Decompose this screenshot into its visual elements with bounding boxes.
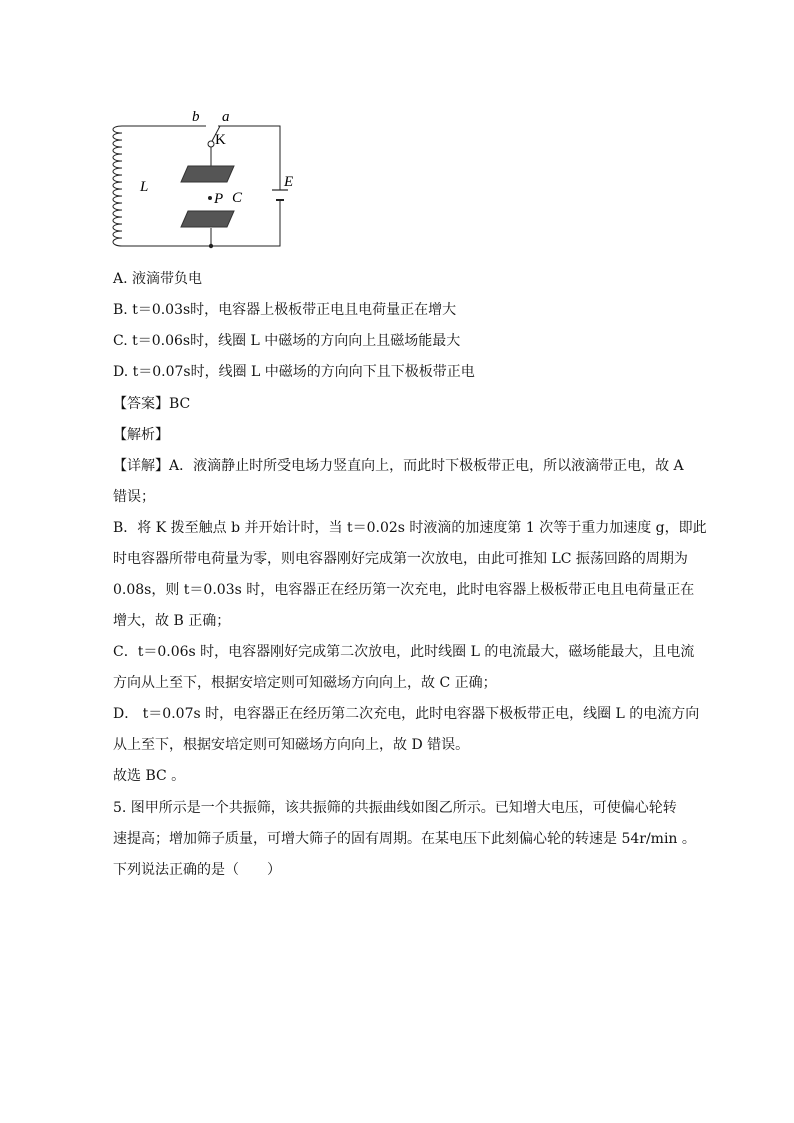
analysis-line: 时电容器所带电荷量为零，则电容器刚好完成第一次放电，由此可推知 LC 振荡回路的周期为 (113, 551, 688, 567)
label-e: E (284, 174, 294, 190)
label-p: P (214, 191, 224, 207)
question-5-line: 速提高；增加筛子质量，可增大筛子的固有周期。在某电压下此刻偏心轮的转速是 54r/min 。 (113, 831, 696, 847)
junction-dot (209, 244, 213, 248)
capacitor-lower-plate (181, 211, 234, 227)
option-a: A. 液滴带负电 (113, 271, 203, 287)
analysis-line: B．将 K 拨至触点 b 并开始计时，当 t＝0.02s 时液滴的加速度第 1 次等于重力加速度 g，即此 (113, 520, 707, 536)
analysis-line: C．t＝0.06s 时，电容器刚好完成第二次放电，此时线圈 L 的电流最大，磁场能最大，且电流 (113, 644, 695, 660)
droplet-p (208, 196, 212, 200)
label-c: C (232, 190, 243, 206)
option-c: C. t＝0.06s时，线圈 L 中磁场的方向向上且磁场能最大 (113, 333, 461, 349)
analysis-line: 【详解】A．液滴静止时所受电场力竖直向上，而此时下极板带正电，所以液滴带正电，故 A (113, 458, 684, 474)
switch-pivot (208, 141, 214, 147)
label-b: b (192, 109, 200, 125)
question-5-line: 5. 图甲所示是一个共振筛，该共振筛的共振曲线如图乙所示。已知增大电压，可使偏心轮转 (113, 800, 677, 816)
label-l: L (140, 179, 149, 195)
option-b: B. t＝0.03s时，电容器上极板带正电且电荷量正在增大 (113, 302, 457, 318)
lc-circuit-diagram (108, 100, 308, 252)
analysis-line: 从上至下，根据安培定则可知磁场方向向上，故 D 错误。 (113, 737, 470, 753)
analysis-line: 增大，故 B 正确； (113, 613, 231, 629)
capacitor-upper-plate (181, 166, 234, 182)
analysis-line: 0.08s，则 t＝0.03s 时，电容器正在经历第一次充电，此时电容器上极板带正电且电荷量正在 (113, 582, 695, 598)
analysis-line: 故选 BC 。 (113, 768, 186, 784)
analysis-line: 方向从上至下，根据安培定则可知磁场方向向上，故 C 正确； (113, 675, 497, 691)
inductor-coil (113, 126, 122, 246)
analysis-line: D． t＝0.07s 时，电容器正在经历第二次充电，此时电容器下极板带正电，线圈 L 的电流方向 (113, 706, 700, 722)
answer-line: 【答案】BC (113, 396, 191, 412)
analysis-heading: 【解析】 (113, 427, 169, 443)
label-k: K (215, 132, 226, 148)
label-a: a (222, 109, 230, 125)
analysis-line: 错误； (113, 489, 155, 505)
option-d: D. t＝0.07s时，线圈 L 中磁场的方向向下且下极板带正电 (113, 364, 475, 380)
question-5-line: 下列说法正确的是（ ） (113, 862, 281, 878)
